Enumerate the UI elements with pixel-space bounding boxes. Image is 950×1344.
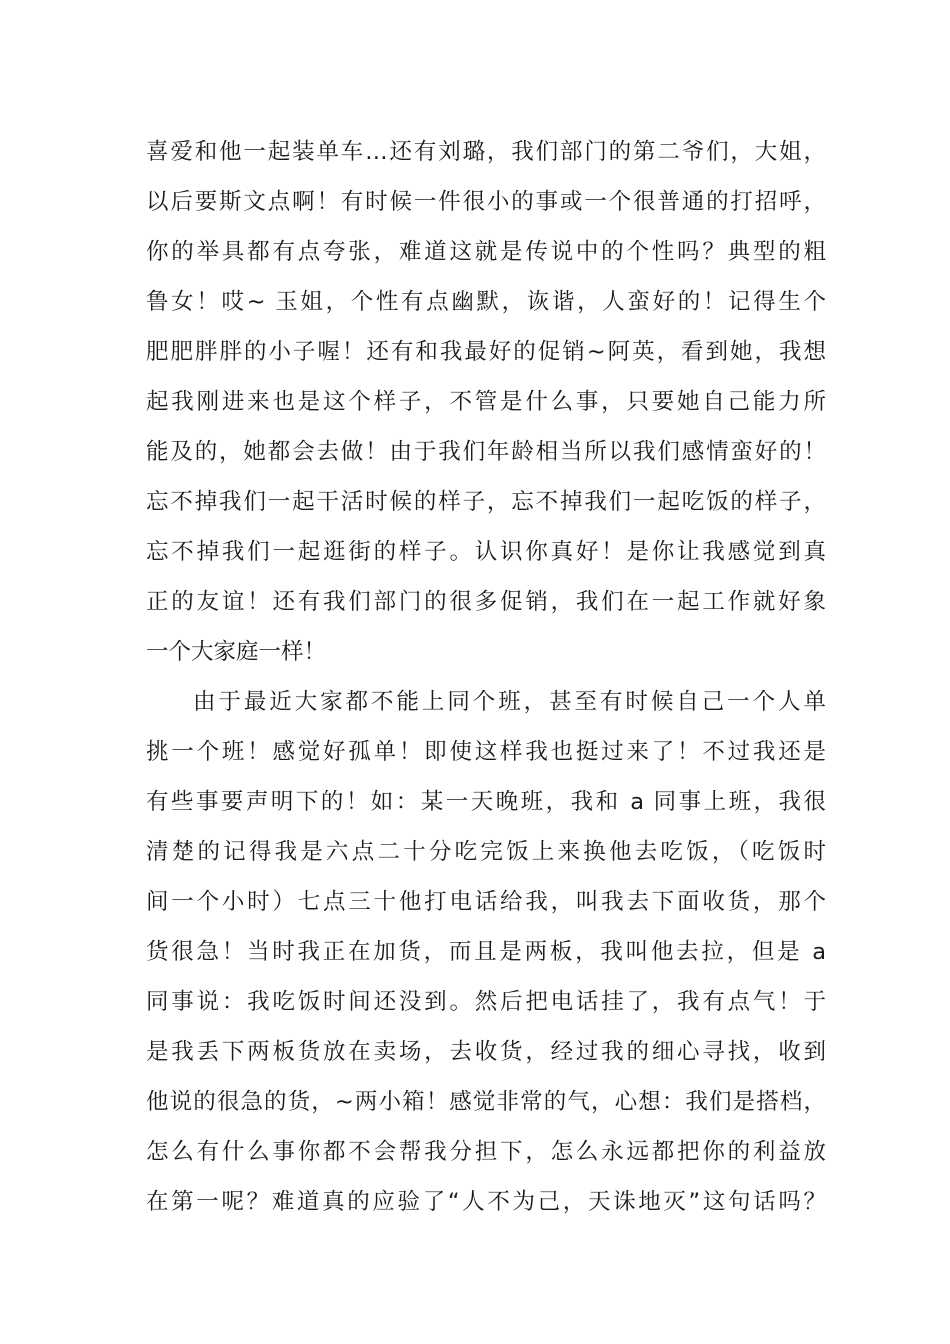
text-line: 喜爱和他一起装单车…还有刘璐，我们部门的第二爷们，大姐， [146, 139, 826, 165]
text-line: 起我刚进来也是这个样子，不管是什么事，只要她自己能力所 [146, 389, 826, 415]
text-line: 挑一个班！感觉好孤单！即使这样我也挺过来了！不过我还是 [146, 739, 826, 765]
text-line: 忘不掉我们一起干活时候的样子，忘不掉我们一起吃饭的样子， [146, 489, 826, 515]
text-line: 是我丢下两板货放在卖场，去收货，经过我的细心寻找，收到 [146, 1039, 826, 1065]
paragraph-start-line: 由于最近大家都不能上同个班，甚至有时候自己一个人单 [193, 689, 826, 715]
text-line: 货很急！当时我正在加货，而且是两板，我叫他去拉，但是 a [146, 939, 826, 965]
text-line: 清楚的记得我是六点二十分吃完饭上来换他去吃饭，（吃饭时 [146, 839, 826, 865]
text-line: 有些事要声明下的！如：某一天晚班，我和 a 同事上班，我很 [146, 789, 826, 815]
text-line: 你的举具都有点夸张，难道这就是传说中的个性吗？典型的粗 [146, 239, 826, 265]
text-line: 怎么有什么事你都不会帮我分担下，怎么永远都把你的利益放 [146, 1139, 826, 1165]
text-line: 在第一呢？难道真的应验了“人不为己，天诛地灭”这句话吗？ [146, 1189, 826, 1215]
text-line: 肥肥胖胖的小子喔！还有和我最好的促销~阿英，看到她，我想 [146, 339, 826, 365]
text-line: 鲁女！哎~ 玉姐，个性有点幽默，诙谐，人蛮好的！记得生个 [146, 289, 826, 315]
paragraph-end-line: 一个大家庭一样！ [146, 639, 327, 665]
text-line: 他说的很急的货，~两小箱！感觉非常的气，心想：我们是搭档， [146, 1089, 826, 1115]
text-line: 忘不掉我们一起逛街的样子。认识你真好！是你让我感觉到真 [146, 539, 826, 565]
text-line: 以后要斯文点啊！有时候一件很小的事或一个很普通的打招呼， [146, 189, 826, 215]
text-line: 正的友谊！还有我们部门的很多促销，我们在一起工作就好象 [146, 589, 826, 615]
text-line: 同事说：我吃饭时间还没到。然后把电话挂了，我有点气！于 [146, 989, 826, 1015]
text-line: 能及的，她都会去做！由于我们年龄相当所以我们感情蛮好的！ [146, 439, 826, 465]
text-line: 间一个小时）七点三十他打电话给我，叫我去下面收货，那个 [146, 889, 826, 915]
